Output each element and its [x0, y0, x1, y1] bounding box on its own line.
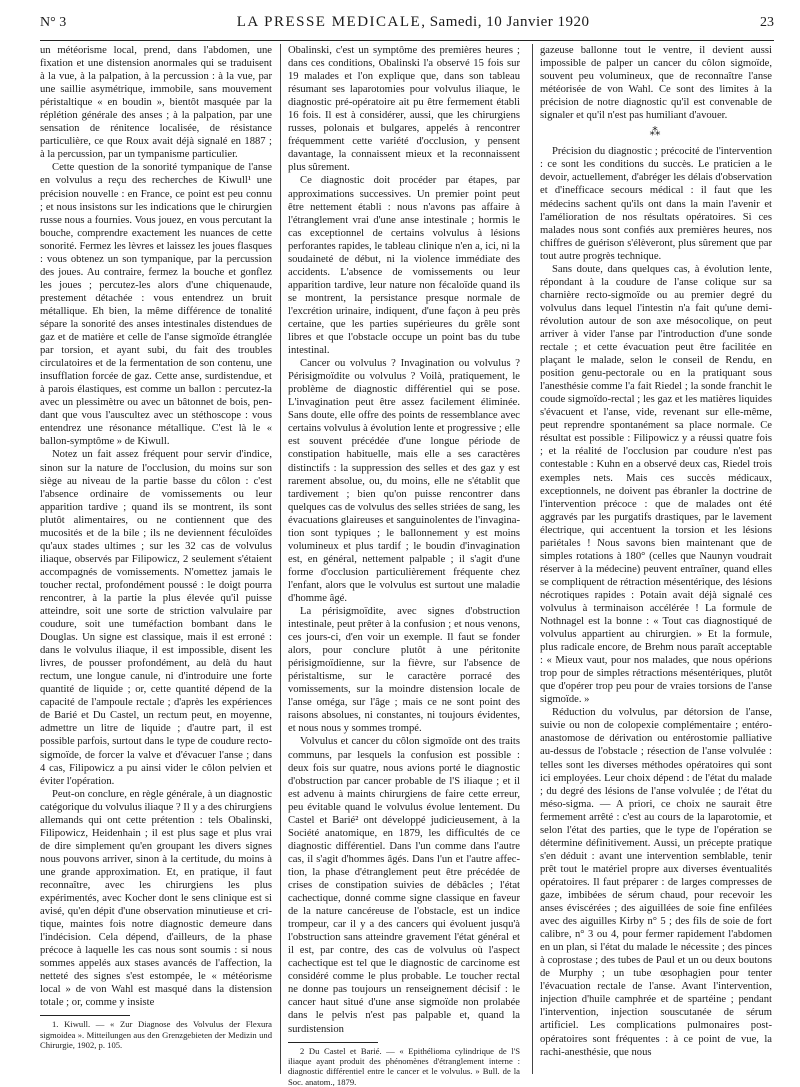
footnote-divider [288, 1042, 378, 1043]
column-divider [532, 44, 533, 1074]
issue-date: , Samedi, 10 Janvier 1920 [421, 14, 590, 30]
journal-title: LA PRESSE MEDICALE [236, 14, 422, 30]
column-3 [540, 44, 772, 1074]
paragraph: Cette question de la sonorité tympanique de l'anse en volvulus a reçu des recherches de Kiwull¹ une précision nouvelle : en France, ce point est peu connu ; et nous insistons sur les indications que le chirurgien russe nous a fournies. Vous jouez, en vous percutant la bouche, comprendre exactement les nuances de cette sonorité. Fermez les lèvres et laissez les joues flasques : vous obtenez un son tympanique, par la percussion des joues. Au contraire, fermez la bouche et gonflez les joues ; percutez-les alors d'une chiquenaude, prestement détachée : vous entendrez un bruit métallique. Eh bien, la même différence de tonalité sépare la sonorité des anses intestinales distendues de gaz et de matière et celle de l'anse sigmoïde étranglée par torsion, et ayant subi, du fait des troubles circulatoires et de la fermentation de son contenu, une insufflation forcée de gaz. Cette anse, surdistendue, et à parois élastiques, est comme un ballon : percutez-la avec un plessimètre ou avec un bâtonnet de bois, pendant que vous l'auscultez avec un stéthoscope : vous entendrez une résonance métallique. C'est là le « ballon-symptôme » de Kiwull. [40, 162, 272, 448]
footnote: 1. Kiwull. — « Zur Diagnose des Volvulus der Flexura sigmoidea ». Mitteilungen aus den Grenzgebieten der Medizin und Chirurgie, 1902, p. 105. [40, 1019, 272, 1051]
paragraph: Réduction du volvulus, par détorsion de l'anse, suivie ou non de colopexie complémentaire ; entéroanastomose de dérivation ou entérostomie palliative au-dessus de l'obstacle ; résection de l'anse volvulée : telles sont les diverses méthodes opératoires qui sont ici employées. Leur choix dépend : de l'état du malade ; du degré des lésions de l'anse volvulée ; de l'état du méso-sigma. — A priori, ce choix ne saurait être fermement arrêté : c'est au cours de la laparotomie, et selon l'état des parties, que le type de l'opération se détermine définitivement. Aussi, un précepte pratique s'en déduit : avant une intervention semblable, tenir prêt tout le matériel propre aux diverses éventualités opératoires. Il faut préparer : de larges compresses de gaze, imbibées de sérum chaud, pour recevoir les anses éviscérées ; des aiguillées de soie fine enfilées avec des aiguilles Kirby n° 5 ; des fils de soie de fort calibre, n° 3 ou 4, pour fermer rapidement l'abdomen en un plan, si l'état du malade le nécessite ; des pinces à coprostase ; des tubes de Paul et un ou deux boutons de Murphy ; un tube œsophagien pour tenter l'évacuation rectale de l'anse. Avant l'intervention, injection d'huile camphrée et de spartéine ; pendant l'intervention, injection souscutanée de sérum artificiel. Les complications pulmonaires post-opératoires sont fréquentes : à ce point de vue, la rachi-anesthésie, que nous [540, 707, 772, 1058]
paragraph: Cancer ou volvulus ? Invagination ou volvulus ? Périsigmoïdite ou volvulus ? Voilà, pratiquement, le problème de diagnostic différentiel qui se pose. L'invagination peut être assez facilement éliminée. Sans doute, elle offre des points de ressemblance avec certains volvulus à évolution lente et progressive ; elle est souvent précédée d'une longue période de constipation habituelle, mais elle a ses caractères distinctifs : la suppression des selles et des gaz y est rarement absolue, ou, du moins, elle ne s'établit que tardivement ; bien qu'on puisse rencontrer dans quelques cas de volvulus des selles striées de sang, les évacuations glaireuses et sanguinolentes de l'invagination sont typiques ; le ballonnement y est moins volumineux et plus tardif ; le boudin d'invagination est, en général, nettement palpable ; il s'agit d'une forme d'occlusion particulièrement fréquente chez l'enfant, alors que le volvulus est surtout une maladie d'homme âgé. [288, 358, 520, 604]
running-title [237, 14, 590, 31]
page-number: 23 [759, 15, 774, 30]
page-header [40, 14, 774, 41]
paragraph: Notez un fait assez fréquent pour servir d'indice, sinon sur la nature de l'occlusion, du moins sur son siège au niveau de la partie basse du côlon : c'est l'absence ordinaire de vomissements ou leur apparition tardive ; quand ils se montrent, ils sont plutôt alimentaires, ou ne contiennent que des mucosités et de la bile ; ils ne deviennent féculoïdes qu'aux stades ultimes ; sur les 32 cas de volvulus iliaque, observés par Filipowicz, 2 seulement s'étaient accompagnés de vomissements. N'omettez jamais le toucher rectal, profondément poussé : le doigt pourra rencontrer, à la partie la plus élevée qu'il puisse atteindre, soit une sorte de striction valvulaire par coudure, soit une tuméfaction bombant dans le Douglas. Un signe est classique, mais il est erroné : dans le volvulus iliaque, il est impossible, disent les livres, de pousser profondément, au delà du haut rectum, une longue canule, ni d'introduire une forte quantité de liquide ; or, cette quantité dépend de la capacité de l'ampoule rectale ; d'après les expériences de Barié et Du Castel, un rectum peut, en moyenne, admettre un litre de liquide ; d'autre part, il est possible parfois, surtout dans le type de coudure recto-sigmoïde, de forcer la valve et d'évacuer l'anse ; dans 4 cas, Filipowicz a pu ainsi vider le côlon pelvien et éviter l'opération. [40, 449, 272, 787]
column-1 [40, 44, 272, 1074]
issue-number: N° 3 [40, 15, 67, 30]
footnote-divider [40, 1015, 130, 1016]
paragraph: un météorisme local, prend, dans l'abdomen, une fixation et une distension anormales qui se traduisent à la vue, à la palpation, à la percussion : à la vue, par une saillie asymétrique, immobile, sans mouvement péristaltique « en boudin », bientôt masquée par la réplétion générale des anses ; à la palpation, par une sensation de rénitence localisée, de résistance particulière, ce que Roux avait déjà signalé en 1887 ; à la percussion, par un tympanisme particulier. [40, 45, 272, 161]
column-2 [288, 44, 520, 1087]
article-columns [40, 44, 774, 1087]
paragraph: Ce diagnostic doit procéder par étapes, par approximations successives. Un premier point peut être nettement établi : nous n'avons pas affaire à l'étranglement vrai d'une anse intestinale ; hormis le cas exceptionnel de certains volvulus à lésions perforantes rapides, le tableau clinique n'en a, ici, ni la soudaineté de début, ni la violence immédiate des accidents. L'absence de vomissements ou leur apparition tardive, leur nature non fécaloïde quand ils se montrent, la persistance presque normale de l'excrétion urinaire, indiquent, d'une façon à peu près certaine, que les parties supérieures du grêle sont libres et que l'obstacle occupe un point bas du tube intestinal. [288, 175, 520, 357]
paragraph: Précision du diagnostic ; précocité de l'intervention : ce sont les conditions du succès. Le praticien a le devoir, actuellement, d'abréger les délais d'observation et d'inefficace secours médical : il faut que les médecins sachent qu'ils ont dans la main l'avenir et l'amélioration de nos résultats opératoires. Si ces malades nous sont confiés aux premières heures, nos chiffres de guérison s'élèveront, plus sûrement que par tout autre progrès technique. [540, 146, 772, 262]
paragraph: Peut-on conclure, en règle générale, à un diagnostic catégorique du volvulus iliaque ? Il y a des chirurgiens allemands qui ont cette prétention : tels Obalinski, Filipowicz, Heidenhain ; il est plus sage et plus vrai de dire simplement qu'en groupant les divers signes nous pouvons arriver, sinon à la certitude, du moins à une grande approximation. Et, en pratique, il faut reconnaître, avec les chirurgiens les plus expérimentés, avec Kocher dont le sens clinique est si avisé, qu'en dépit d'une observation minutieuse et critique, maintes fois notre diagnostic demeure dans l'indécision. Cela dépend, d'ailleurs, de la phase précoce à laquelle les cas nous sont soumis : si nous sommes appelés aux stases avancés de l'affection, la netteté des signes s'est estompée, le « météorisme local » de von Wahl est masqué dans la distension totale ; or, comme y insiste [40, 788, 272, 1009]
paragraph: Sans doute, dans quelques cas, à évolution lente, répondant à la coudure de l'anse colique sur sa charnière recto-sigmoïde ou au premier degré du volvulus dans lequel l'intestin n'a fait qu'une demi-révolution autour de son axe mésocolique, on peut arriver à vider l'anse par l'introduction d'une sonde rectale ; et cette évacuation peut être facilitée en plaçant le malade, selon le conseil de Rendu, en position genu-pectorale ou en la pratiquant sous l'anesthésie comme l'a fait Riedel ; la sonde franchit le coude sigmoïdo-rectal ; les gaz et les matières liquides s'évacuent et l'anse, vide, revenant sur elle-même, peut reprendre spontanément sa place normale. Ce résultat est possible : Filipowicz y a réussi quatre fois ; et la réalité de l'occlusion par coudure n'est pas contestable : Kuhn en a observé deux cas, Riedel trois exemples nets. Mais ces succès médicaux, exceptionnels, ne doivent pas ébranler la doctrine de l'intervention précoce : que de malades ont été aggravés par les purgatifs drastiques, par le lavement électrique, qui accentuent la torsion et les lésions pariétales ! Nous savons bien maintenant que de simples rotations à 180° (celles que Naunyn voudrait réserver à la médecine) peuvent entraîner, quand elles se compliquent de rétraction mésentérique, des lésions nécrotiques rapides : Potain avait déjà signalé ces volvulus à terminaison accélérée ! La formule de Nothnagel est la bonne : « Tout cas diagnostiqué de volvulus appartient au chirurgien. » Et la formule, plus radicale encore, de Brehm nous paraît acceptable : « Mieux vaut, pour nos malades, que nous opérions trop pour de simples rétractions mésentériques, plutôt que d'opérer trop peu pour de vraies torsions de l'anse sigmoïde. » [540, 263, 772, 706]
paragraph: La périsigmoïdite, avec signes d'obstruction intestinale, peut prêter à la confusion ; et nous venons, ces jours-ci, d'en voir un exemple. Il faut se fonder alors, pour conclure plutôt à une péritonite périsigmoïdienne, sur la fièvre, sur l'absence de péristaltisme, sur le caractère porracé des vomissements, sur la moindre distension locale de l'anse oméga, sur l'âge ; mais ce ne sont point des raisons absolues, ni constantes, ni toujours évidentes, et nous nous y sommes trompé. [288, 606, 520, 735]
paragraph: Obalinski, c'est un symptôme des premières heures ; dans ces conditions, Obalinski l'a observé 15 fois sur 19 malades et l'on explique que, dans son tableau résumant ses laparotomies pour volvulus iliaque, le diagnostic pré-opératoire ait pu être fermement établi 16 fois. Il est à considérer, aussi, que les chirurgiens russes, polonais et bulgares, appelés à rencontrer fréquemment cette variété d'occlusion, y pensent davantage, la connaissent mieux et la reconnaissent plus sûrement. [288, 45, 520, 174]
section-asterism: ⁂ [649, 126, 663, 139]
paragraph: Volvulus et cancer du côlon sigmoïde ont des traits communs, par lesquels la confusion est possible : deux fois sur quatre, nous avions porté le diagnostic d'obstruction par cancer probable de l'S iliaque ; et il est advenu à maints chirurgiens de faire cette erreur, peu évitable quand le volvulus évolue lentement. Du Castel et Barié² ont développé judicieusement, à la Société anatomique, en 1879, les difficultés de ce diagnostic différentiel. Dans l'un comme dans l'autre cas, il s'agit d'hommes âgés. Dans l'un et l'autre affection, la phase d'étranglement peut être précédée de crises de constipation suivies de débâcles ; l'état cachectique, donné comme signe classique en faveur de la nature cancéreuse de l'obstacle, est un indice trompeur, car il y a des cancers qui évoluent jusqu'à l'obstruction sans atteindre gravement l'état général et il est, par contre, des cas de volvulus où l'aspect cachectique est tel que le diagnostic de carcinome est considéré comme le plus probable. Le toucher rectal ne donne pas toujours un renseignement décisif : le cancer haut situé d'une anse sigmoïde non prolabée dans le pelvis n'est pas palpable et, quand la surdistension [288, 736, 520, 1035]
paragraph: gazeuse ballonne tout le ventre, il devient aussi impossible de palper un cancer du côlon sigmoïde, souvent peu volumineux, que de reconnaître l'anse météorisée de von Wahl. Ce sont des limites à la précision de notre diagnostic qu'il est convenable de signaler et qu'il n'est pas humiliant d'avouer. [540, 45, 772, 122]
column-divider [280, 44, 281, 1074]
footnote: 2 Du Castel et Barié. — « Epithélioma cylindrique de l'S iliaque ayant produit des phénomènes d'étranglement interne : diagnostic différentiel entre le cancer et le volvulus. » Bull. de la Soc. anatom., 1879. [288, 1045, 520, 1087]
